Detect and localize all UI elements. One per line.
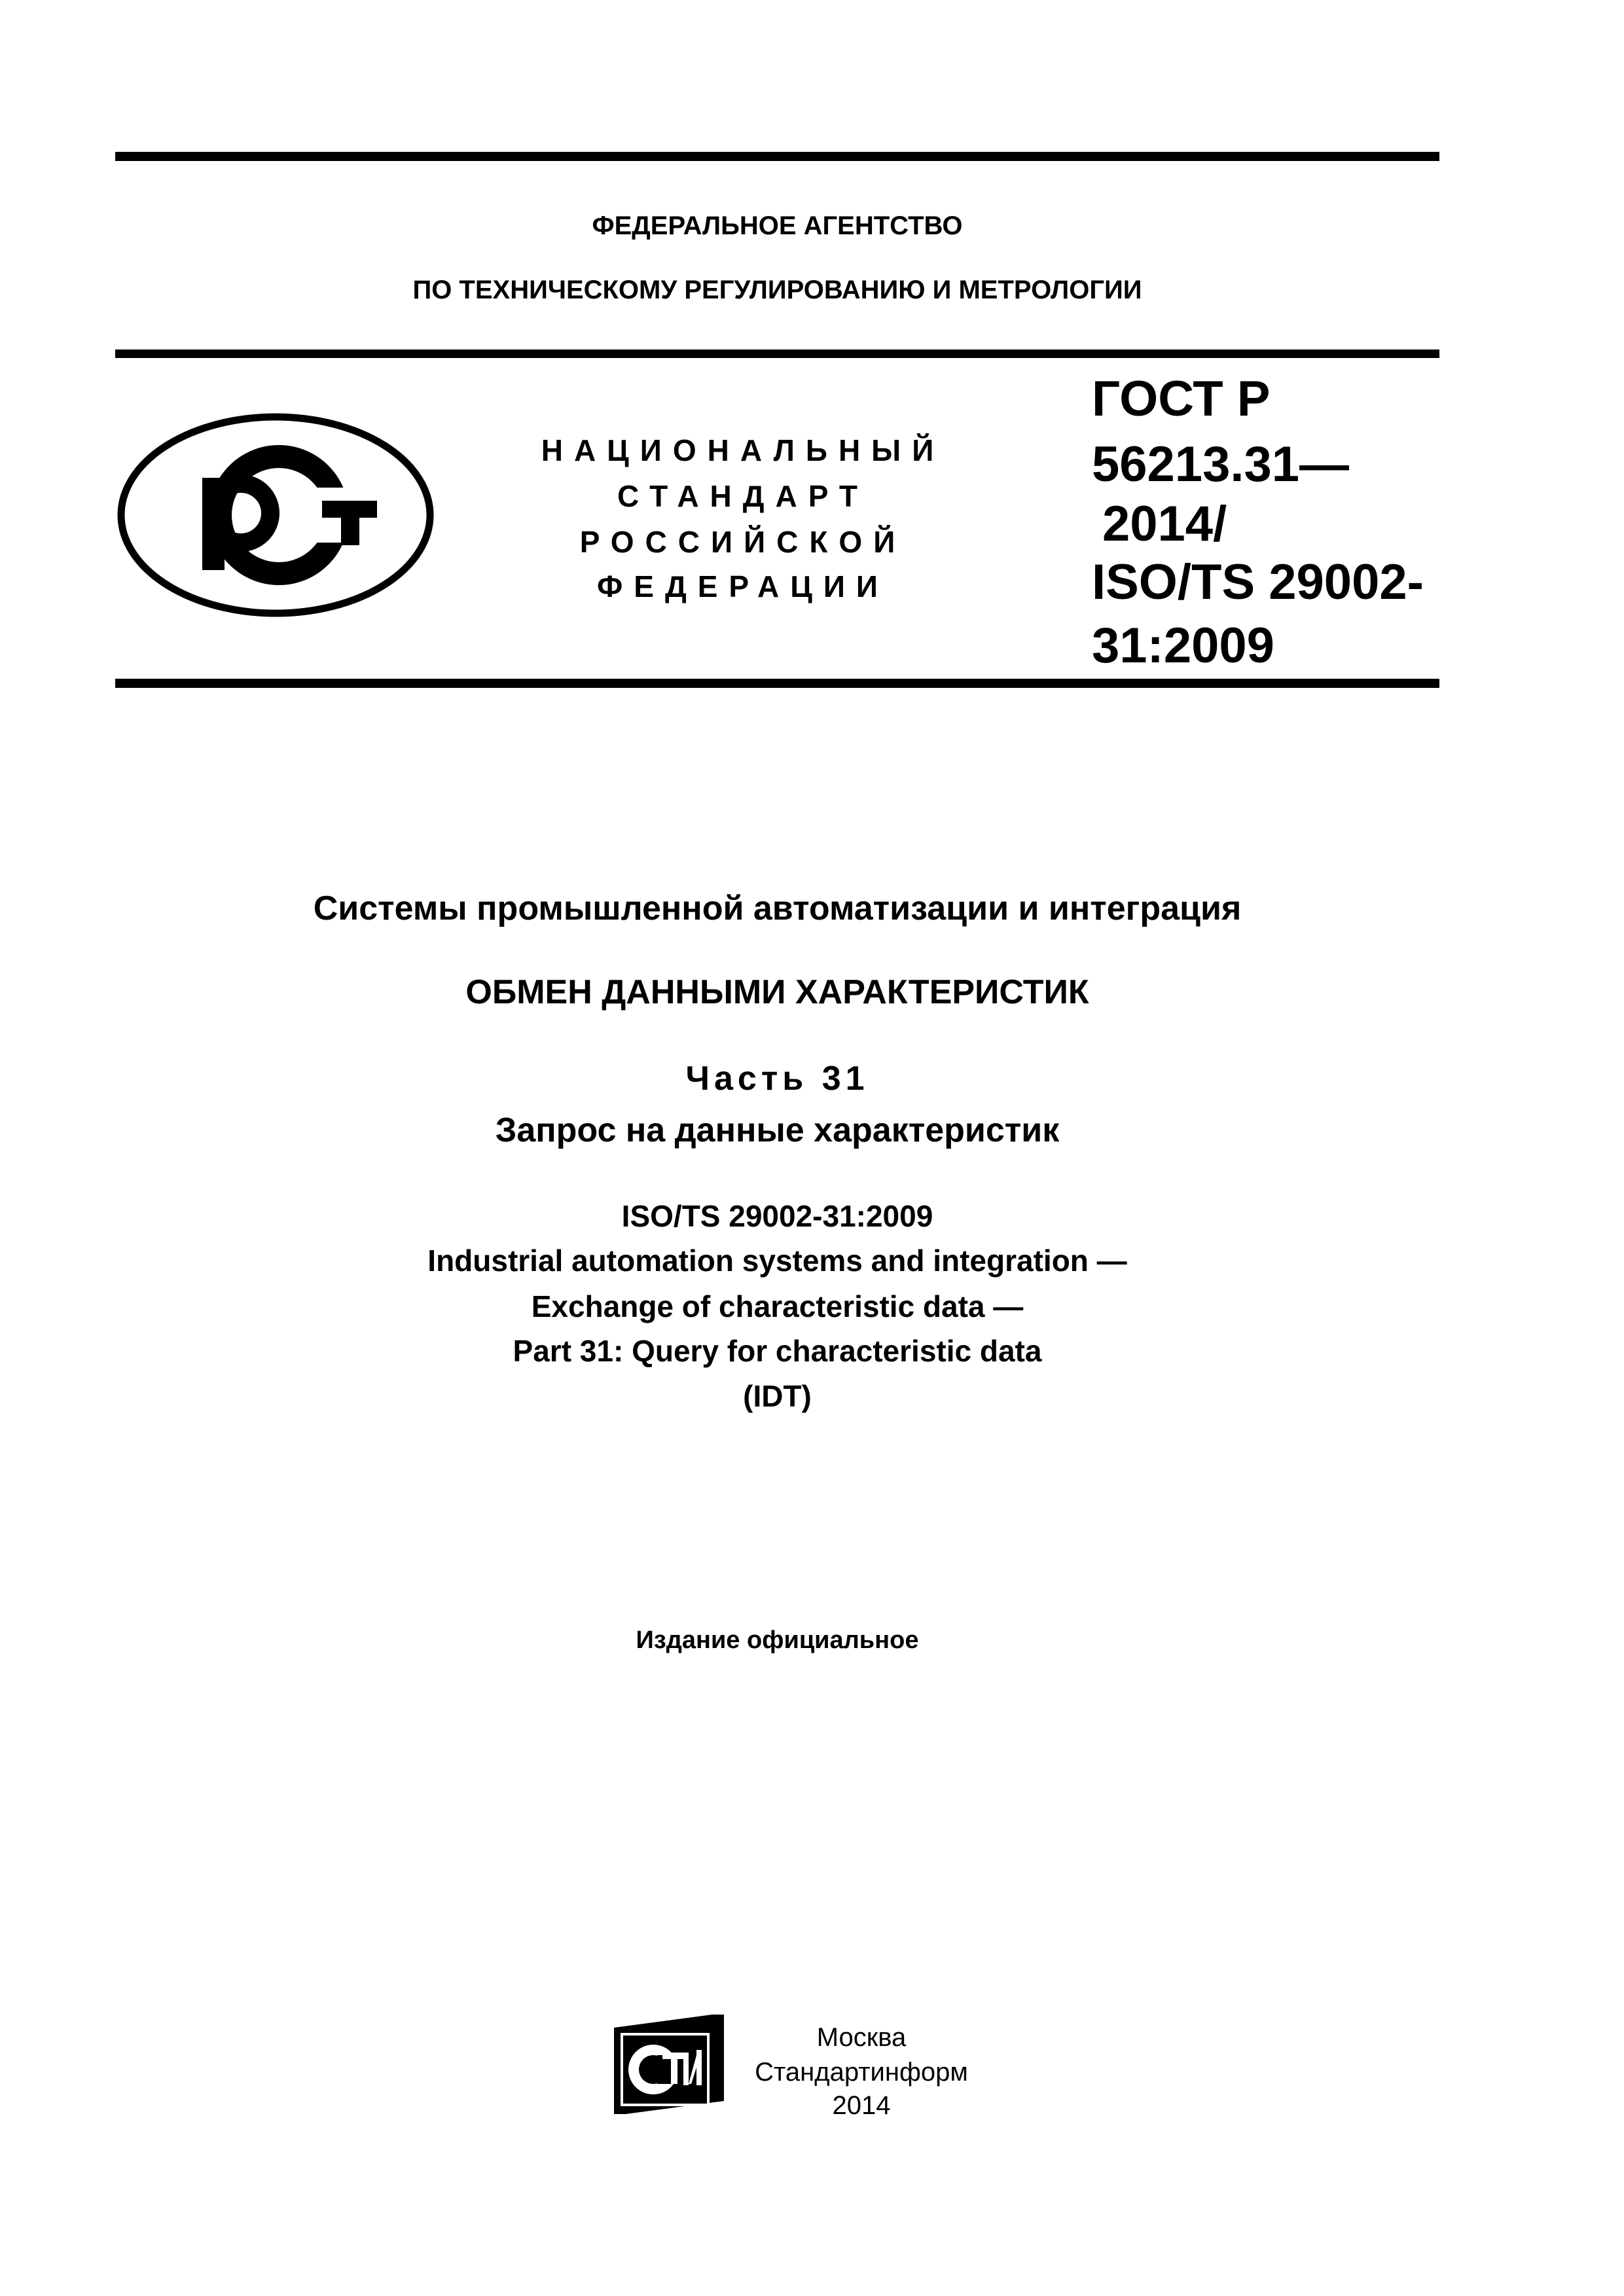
title-en-line2: Industrial automation systems and integration — [427,1244,1127,1278]
agency-name-line2: ПО ТЕХНИЧЕСКОМУ РЕГУЛИРОВАНИЮ И МЕТРОЛОГИИ [412,276,1142,304]
title-ru-line2: ОБМЕН ДАННЫМИ ХАРАКТЕРИСТИК [465,973,1089,1011]
gost-r-logo-icon [115,410,436,620]
part-label: Часть 31 [685,1060,869,1098]
publisher-name: Стандартинформ [755,2058,968,2087]
title-en-line4: Part 31: Query for characteristic data [513,1334,1042,1368]
bottom-rule [115,679,1439,688]
national-standard-line2: СТАНДАРТ [617,479,869,513]
publisher-year: 2014 [832,2091,891,2120]
designation-line4: ISO/TS 29002- [1092,554,1424,610]
designation-line2: 56213.31— [1092,437,1349,492]
national-standard-line3: РОССИЙСКОЙ [579,525,907,559]
title-en-line3: Exchange of characteristic data — [531,1289,1024,1323]
national-standard-line4: ФЕДЕРАЦИИ [597,569,889,603]
edition-note: Издание официальное [636,1626,919,1654]
standartinform-logo-icon [614,2015,724,2114]
title-en-line5: (IDT) [743,1379,812,1413]
publisher-city: Москва [816,2023,907,2052]
agency-name-line1: ФЕДЕРАЛЬНОЕ АГЕНТСТВО [592,211,963,240]
designation-line5: 31:2009 [1092,618,1274,673]
title-en-line1: ISO/TS 29002-31:2009 [621,1199,933,1233]
designation-line3: 2014/ [1102,496,1227,552]
middle-rule [115,350,1439,358]
national-standard-line1: НАЦИОНАЛЬНЫЙ [541,433,945,467]
title-ru-line1: Системы промышленной автоматизации и интеграция [313,889,1242,927]
designation-line1: ГОСТ Р [1092,371,1271,427]
part-title: Запрос на данные характеристик [495,1111,1060,1149]
top-rule [115,152,1439,161]
